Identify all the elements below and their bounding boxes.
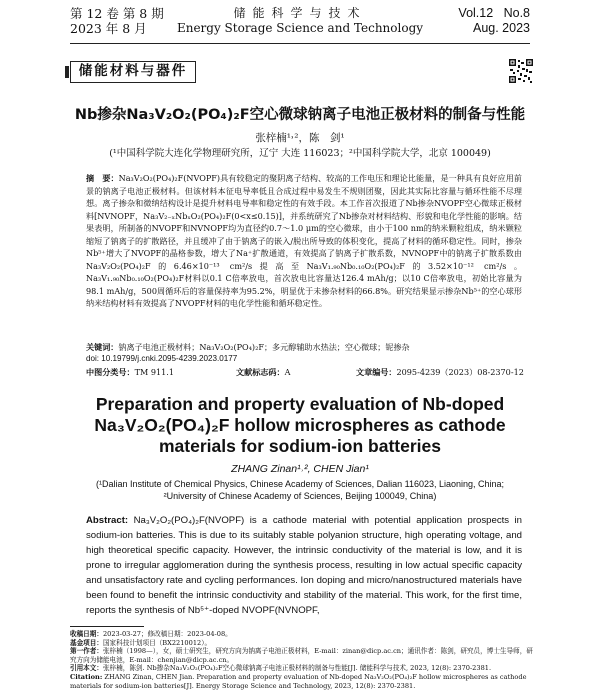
header-issue-en — [458, 6, 530, 36]
english-authors: ZHANG Zinan¹˒², CHEN Jian¹ — [231, 463, 369, 475]
footnotes — [70, 630, 534, 690]
chinese-keywords-label: 关键词： — [86, 342, 119, 352]
chinese-authors: 张梓楠¹˒²，陈 剑¹ — [255, 132, 345, 144]
header-journal-cn: 储能科学与技术 — [233, 6, 367, 20]
clc-value: TM 911.1 — [134, 367, 175, 377]
running-header — [70, 6, 530, 42]
doc-code-value: A — [284, 367, 291, 377]
footnote-fund: 基金项目：国家科技计划项目（BX2210012）。 — [70, 638, 212, 647]
chinese-keywords-text: 钠离子电池正极材料；Na₃V₂O₂(PO₄)₂F；多元醇辅助水热法；空心微球；铌掺杂 — [118, 342, 410, 352]
doi[interactable]: doi: 10.19799/j.cnki.2095-4239.2023.0177 — [86, 354, 238, 363]
english-title-line: Na₃V₂O₂(PO₄)₂F hollow microspheres as cathode — [94, 415, 506, 435]
chinese-keywords — [86, 341, 522, 353]
chinese-title: Nb掺杂Na₃V₂O₂(PO₄)₂F空心微球钠离子电池正极材料的制备与性能 — [74, 107, 526, 123]
header-volume-en: Vol.12 No.8 — [458, 6, 530, 20]
article-no-label: 文章编号： — [356, 367, 397, 377]
chinese-affiliation: (¹中国科学院大连化学物理研究所，辽宁 大连 116023；²中国科学院大学，北京 100049) — [109, 148, 491, 159]
english-title — [70, 394, 530, 457]
footnote-author: 第一作者：张梓楠（1998—），女，硕士研究生，研究方向为钠离子电池正极材料，E-mail：zinan@dicp.ac.cn；通讯作者：陈剑，研究员，博士生导师，研究方向为储能电池，E-mail：chenjian@dicp.ac.cn。 — [70, 647, 533, 664]
english-abstract — [86, 513, 522, 618]
header-date-en: Aug. 2023 — [473, 21, 530, 35]
doc-code-label: 文献标志码： — [236, 367, 285, 377]
article-no-value: 2095-4239（2023）08-2370-12 — [396, 367, 524, 377]
english-title-line: materials for sodium-ion batteries — [158, 436, 441, 456]
header-volume-cn: 第 12 卷 第 8 期 — [70, 6, 164, 21]
english-affiliation — [70, 478, 530, 502]
column-badge: 储能材料与器件 — [70, 61, 196, 83]
footnote-received: 收稿日期：2023-03-27；修改稿日期：2023-04-08。 — [70, 630, 232, 638]
chinese-abstract-text: Na₃V₂O₂(PO₄)₂F(NVOPF)具有较稳定的聚阴离子结构、较高的工作电压和理论比能量，是一种具有良好应用前景的钠离子电池正极材料。但该材料本征电导率低且合成过程中易发生不规则团聚，因此其实际比容量与循环性能不尽理想。离子掺杂和微纳结构设计是提升材料电导率和稳定性的有效手段。本工作首次报道了Nb掺杂NVOPF空心微球正极材料[NVNOPF，Na₃V₂₋ₓNbₓO₂(PO₄)₂F(0<x≤0.15)]，并系统研究了Nb掺杂对材料结构、形貌和电化学性能的影响。结果表明，所制备的NVOPF和NVNOPF均为直径约0.7～1.0 μm的空心微球，由小于100 nm的纳米颗粒组成，纳米颗粒缩短了钠离子的扩散路径，并且缓冲了由于钠离子的嵌入/脱出所导致的体积变化，提高了材料的循环稳定性。同时，掺杂Nb⁵⁺增大了NVOPF的晶格参数，增大了Na⁺扩散通道，有效提高了钠离子扩散系数，NVNOPF中的钠离子扩散系数由Na₃V₂O₂(PO₄)₂F的6.46×10⁻¹³ cm²/s提高至Na₃V₁.₉₀Nb₀.₁₀O₂(PO₄)₂F的3.52×10⁻¹² cm²/s。Na₃V₁.₉₀Nb₀.₁₀O₂(PO₄)₂F材料以0.1 C倍率放电，首次放电比容量达126.4 mAh/g；以10 C倍率放电，初始比容量为98.1 mAh/g，500周循环后的容量保持率为95.2%，明显优于未掺杂材料的66.8%。研究结果显示掺杂Nb⁵⁺的空心球形纳米结构材料有效提高了NVOPF材料的电化学性能和循环稳定性。 — [86, 173, 522, 308]
clc-label: 中图分类号： — [86, 367, 135, 377]
header-journal-en: Energy Storage Science and Technology — [176, 21, 424, 35]
header-date-cn: 2023 年 8 月 — [70, 21, 147, 36]
qr-code-icon — [508, 58, 534, 84]
english-title-line: Preparation and property evaluation of Nb-doped — [95, 394, 505, 414]
chinese-abstract — [86, 172, 522, 310]
english-affiliation-line: ²University of Chinese Academy of Sciences, Beijing 100049, China) — [163, 491, 437, 501]
english-affiliation-line: (¹Dalian Institute of Chemical Physics, Chinese Academy of Sciences, Dalian 116023, Liaoning, China; — [95, 479, 505, 489]
footnote-citation-en: Citation: ZHANG Zinan, CHEN Jian. Preparation and property evaluation of Nb-doped Na₃V₂O₂(PO₄)₂F hollow microspheres as cathode materials for sodium-ion batteries[J]. Energy Storage Science and Technology, 2023, 12(8): 2370-2381. — [70, 672, 527, 690]
footnote-cite-cn: 引用本文：张梓楠，陈剑. Nb掺杂Na₃V₂O₂(PO₄)₂F空心微球钠离子电池正极材料的制备与性能[J]. 储能科学与技术, 2023, 12(8): 2370-2381. — [70, 664, 492, 673]
header-rule — [70, 43, 530, 44]
english-abstract-label: Abstract: — [86, 515, 129, 526]
footnote-rule — [70, 626, 144, 627]
english-abstract-text: Na₃V₂O₂(PO₄)₂F(NVOPF) is a cathode material with potential application prospects in sodium-ion batteries. This is due to its suitably stable polyanion structure, high operating voltage, and high theoretical specific capacity. However, the intrinsic conductivity of the material is low, and it is prone to irregular agglomeration during the synthesis process, resulting in low actual specific capacity and unsatisfactory rate and cycling performances. Ion doping and micro/nanostructured materials have been found to benefit the intrinsic conductivity and stability of the material. This work, for the first time, reports the synthesis of Nb⁵⁺-doped NVOPF(NVNOPF, — [86, 515, 523, 616]
chinese-abstract-label: 摘 要： — [86, 173, 119, 183]
